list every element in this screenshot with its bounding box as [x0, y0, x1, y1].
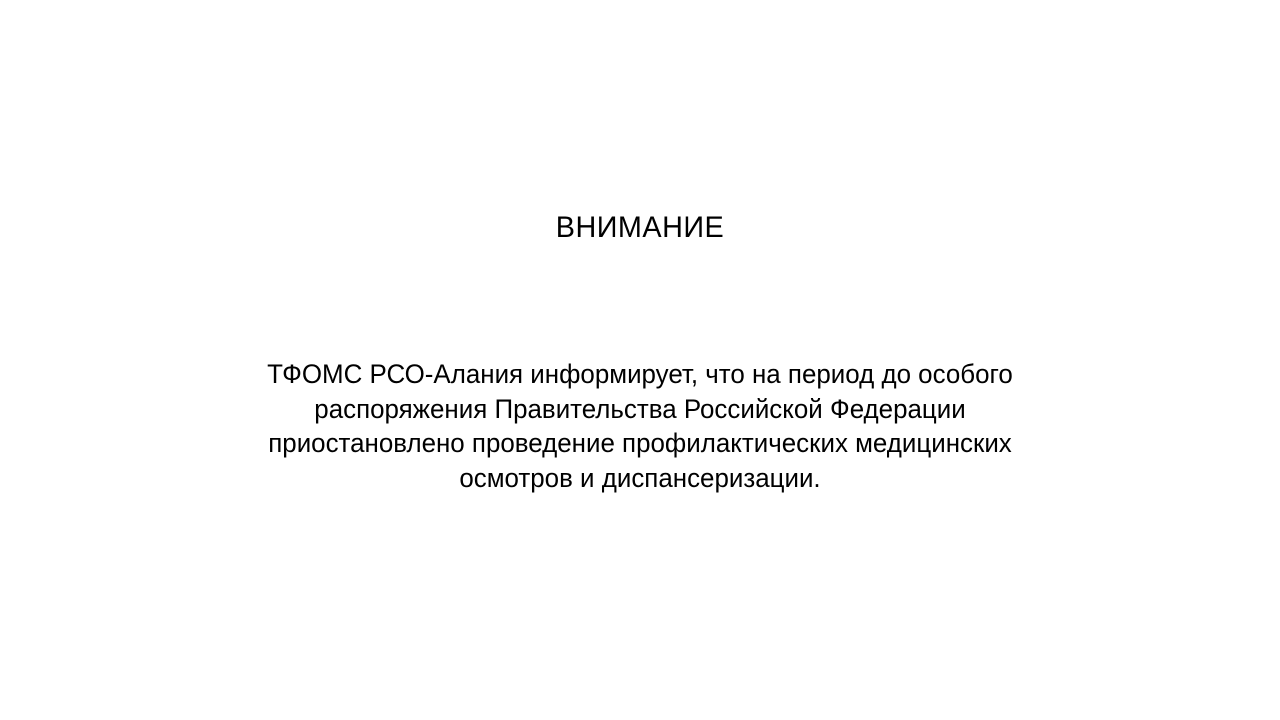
notice-line-3: приостановлено проведение профилактических медицинских [268, 428, 1012, 458]
notice-line-2: распоряжения Правительства Российской Федерации [314, 393, 966, 424]
notice-paragraph [26, 357, 1255, 495]
notice-line-1: ТФОМС РСО-Алания информирует, что на период до особого [267, 359, 1013, 389]
slide-title: ВНИМАНИЕ [555, 211, 725, 244]
notice-line-4: осмотров и диспансеризации. [459, 462, 821, 493]
